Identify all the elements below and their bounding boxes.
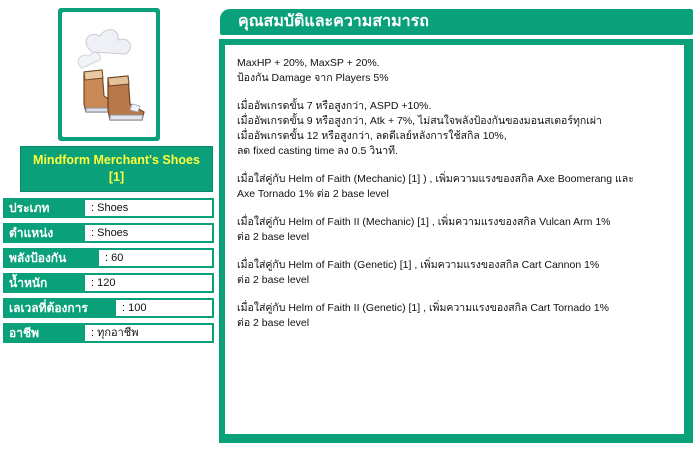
description-block-3 — [237, 172, 674, 202]
stat-label-required-level: เลเวลที่ต้องการ — [3, 298, 114, 318]
desc-line: ต่อ 2 base level — [237, 231, 310, 243]
stat-label-position: ตำแหน่ง — [3, 223, 83, 243]
stat-value-type: : Shoes — [83, 198, 214, 218]
description-block-5 — [237, 258, 674, 288]
description-block-4 — [237, 215, 674, 245]
desc-line: Axe Tornado 1% ต่อ 2 base level — [237, 188, 389, 200]
desc-line: เมื่อใส่คู่กับ Helm of Faith (Genetic) [1] , เพิ่มความแรงของสกิล Cart Cannon 1% — [237, 259, 600, 271]
stat-row-job — [3, 323, 214, 343]
stat-label-defense: พลังป้องกัน — [3, 248, 97, 268]
stat-row-position — [3, 223, 214, 243]
desc-line: เมื่ออัพเกรดขั้น 7 หรือสูงกว่า, ASPD +10%. — [237, 100, 432, 112]
stat-row-type — [3, 198, 214, 218]
desc-line: ต่อ 2 base level — [237, 317, 310, 329]
item-image — [62, 12, 156, 137]
stat-row-weight — [3, 273, 214, 293]
stat-value-weight: : 120 — [83, 273, 214, 293]
panel-title-bar — [220, 9, 693, 35]
description-frame — [219, 39, 693, 443]
stat-row-required-level — [3, 298, 214, 318]
stat-label-type: ประเภท — [3, 198, 83, 218]
description-block-6 — [237, 301, 674, 331]
description-panel — [225, 45, 684, 434]
desc-line: เมื่อใส่คู่กับ Helm of Faith II (Mechanic) [1] , เพิ่มความแรงของสกิล Vulcan Arm 1% — [237, 216, 611, 228]
desc-line: MaxHP + 20%, MaxSP + 20%. — [237, 57, 380, 69]
merchant-shoes-icon — [62, 12, 156, 137]
stat-label-job: อาชีพ — [3, 323, 83, 343]
desc-line: เมื่อใส่คู่กับ Helm of Faith II (Genetic) [1] , เพิ่มความแรงของสกิล Cart Tornado 1% — [237, 302, 609, 314]
desc-line: เมื่อใส่คู่กับ Helm of Faith (Mechanic) [1] ) , เพิ่มความแรงของสกิล Axe Boomerang และ — [237, 173, 634, 185]
item-name: Mindform Merchant's Shoes [1] — [20, 146, 213, 192]
stat-value-position: : Shoes — [83, 223, 214, 243]
stat-row-defense — [3, 248, 214, 268]
desc-line: เมื่ออัพเกรดขั้น 9 หรือสูงกว่า, Atk + 7%, ไม่สนใจพลังป้องกันของมอนสเตอร์ทุกเผ่า — [237, 115, 602, 127]
item-image-frame — [58, 8, 160, 141]
stat-label-weight: น้ำหนัก — [3, 273, 83, 293]
description-block-2 — [237, 99, 674, 159]
desc-line: ป้องกัน Damage จาก Players 5% — [237, 72, 389, 84]
description-block-1 — [237, 56, 674, 86]
desc-line: ลด fixed casting time ลง 0.5 วินาที. — [237, 145, 399, 157]
panel-title: คุณสมบัติและความสามารถ — [238, 13, 429, 30]
stat-value-required-level: : 100 — [114, 298, 214, 318]
stat-value-defense: : 60 — [97, 248, 214, 268]
stat-value-job: : ทุกอาชีพ — [83, 323, 214, 343]
desc-line: ต่อ 2 base level — [237, 274, 310, 286]
desc-line: เมื่ออัพเกรดขั้น 12 หรือสูงกว่า, ลดดีเลย์หลังการใช้สกิล 10%, — [237, 130, 507, 142]
